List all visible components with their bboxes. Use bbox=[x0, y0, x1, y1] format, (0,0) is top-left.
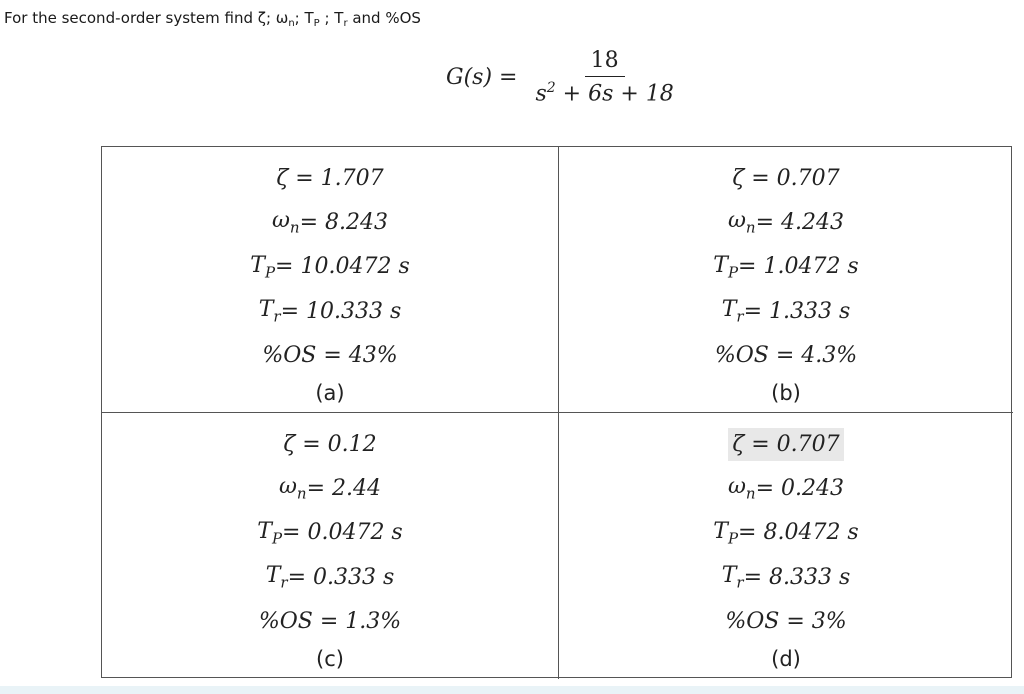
option-zeta: ζ = 1.707 bbox=[276, 165, 384, 191]
transfer-function-lhs: G(s) = bbox=[446, 64, 518, 90]
option-wn: $\omega_n$ = 4.243 bbox=[727, 208, 845, 237]
option-os: %OS = 1.3% bbox=[258, 609, 402, 635]
footer-strip bbox=[0, 686, 1024, 694]
option-tr: $T_r$ = 8.333 s bbox=[721, 563, 851, 592]
transfer-function-denominator: $s^2 + 6s + 18$ bbox=[535, 79, 674, 107]
option-wn: $\omega_n$ = 2.44 bbox=[278, 474, 382, 503]
option-tr: $T_r$ = 10.333 s bbox=[258, 297, 402, 326]
option-letter: (a) bbox=[315, 380, 345, 405]
option-tr: $T_r$ = 1.333 s bbox=[721, 297, 851, 326]
option-letter: (b) bbox=[771, 380, 801, 405]
option-wn: $\omega_n$ = 0.243 bbox=[727, 474, 845, 503]
option-zeta bbox=[728, 422, 843, 466]
option-tr: $T_r$ = 0.333 s bbox=[265, 563, 395, 592]
option-tp: $T_P$ = 10.0472 s bbox=[250, 252, 410, 282]
option-tp: $T_P$ = 0.0472 s bbox=[257, 518, 403, 548]
question-text: For the second-order system find ζ; $\omega_n$; $T_P$ ; $T_r$ and %OS bbox=[4, 9, 421, 29]
option-tp: $T_P$ = 8.0472 s bbox=[713, 518, 859, 548]
option-letter: (d) bbox=[771, 646, 801, 671]
option-d bbox=[558, 412, 1013, 679]
options-table bbox=[101, 146, 1012, 678]
option-zeta: ζ = 0.12 bbox=[283, 431, 377, 457]
option-wn: $\omega_n$ = 8.243 bbox=[271, 208, 389, 237]
option-c bbox=[102, 412, 558, 679]
option-os: %OS = 3% bbox=[725, 609, 847, 635]
option-os: %OS = 4.3% bbox=[714, 343, 858, 369]
option-letter: (c) bbox=[316, 646, 344, 671]
transfer-function-numerator: 18 bbox=[585, 48, 625, 77]
option-os: %OS = 43% bbox=[262, 343, 398, 369]
option-tp: $T_P$ = 1.0472 s bbox=[713, 252, 859, 282]
option-b bbox=[558, 147, 1013, 412]
selection-highlight: ζ = 0.707 bbox=[728, 428, 843, 461]
option-zeta: ζ = 0.707 bbox=[732, 165, 840, 191]
transfer-function-fraction bbox=[529, 48, 679, 106]
transfer-function bbox=[446, 42, 680, 112]
option-a bbox=[102, 147, 558, 412]
